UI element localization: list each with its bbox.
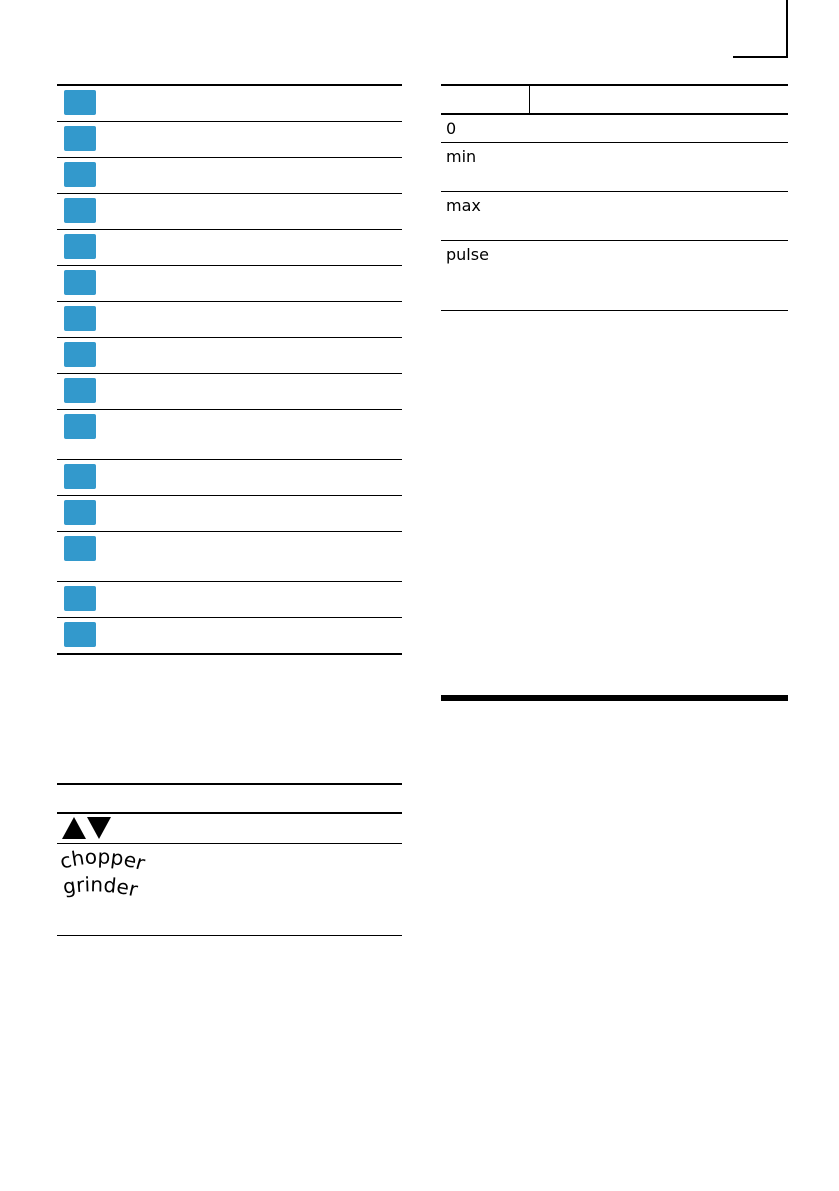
component-number-badge [64,622,96,647]
up-down-triangles-icon [62,817,111,839]
component-row [57,496,402,532]
component-row [57,158,402,194]
table-header-row [441,86,788,115]
component-row [57,460,402,496]
crop-mark-horizontal [733,56,788,58]
component-number-badge [64,162,96,187]
component-row [57,532,402,582]
speed-row-pulse [441,241,788,311]
speed-settings-table [441,84,788,311]
component-number-badge [64,500,96,525]
component-row [57,302,402,338]
component-row [57,86,402,122]
component-number-badge [64,234,96,259]
component-number-badge [64,270,96,295]
component-row [57,374,402,410]
attachment-words-graphic [57,844,167,914]
triangle-up-icon [62,817,86,839]
crop-mark-vertical [786,0,788,57]
component-number-badge [64,198,96,223]
component-number-badge [64,126,96,151]
component-row [57,266,402,302]
component-row [57,230,402,266]
table-header-row [57,785,402,814]
component-row [57,338,402,374]
component-number-badge [64,90,96,115]
component-row [57,122,402,158]
symbols-table [57,783,402,936]
symbol-row-arrows [57,814,402,844]
component-number-badge [64,378,96,403]
component-number-badge [64,464,96,489]
speed-label: min [446,147,477,166]
component-row [57,410,402,460]
component-number-badge [64,536,96,561]
speed-row-max [441,192,788,241]
speed-row-min [441,143,788,192]
chopper-label: chopper [57,844,148,876]
component-row [57,582,402,618]
symbol-row-attachments [57,844,402,936]
component-row [57,194,402,230]
speed-label: 0 [446,119,457,138]
speed-label: max [446,196,481,215]
components-rows [57,86,402,654]
grinder-label: grinder [61,872,141,902]
triangle-down-icon [87,817,111,839]
components-table [57,84,402,655]
component-number-badge [64,586,96,611]
component-number-badge [64,306,96,331]
section-heading-rule [441,695,788,701]
component-row [57,618,402,654]
column-divider [529,86,530,113]
component-number-badge [64,342,96,367]
component-number-badge [64,414,96,439]
speed-label: pulse [446,245,489,264]
speed-row-off [441,115,788,143]
